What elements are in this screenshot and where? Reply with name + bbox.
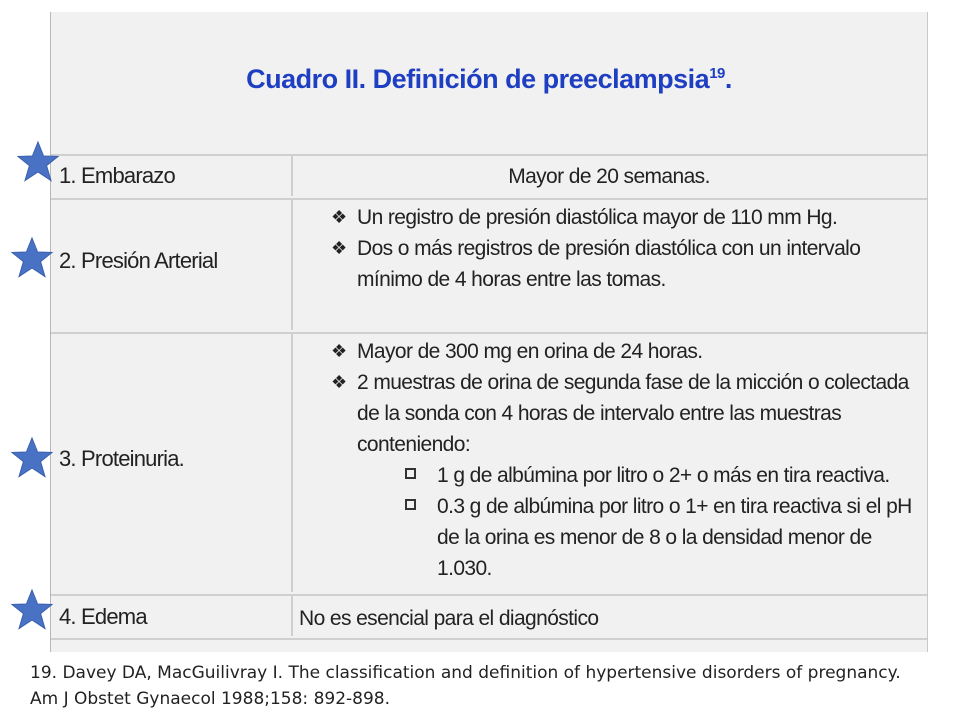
bullet-text: Dos o más registros de presión diastólica con un intervalo mínimo de 4 horas entre las tomas.	[357, 237, 861, 291]
row-label: 3. Proteinuria.	[59, 446, 184, 471]
row-label: 2. Presión Arterial	[59, 248, 218, 273]
list-item	[301, 233, 917, 295]
star-icon	[10, 588, 54, 632]
bullet-text: Mayor de 300 mg en orina de 24 horas.	[357, 340, 703, 363]
table-title	[51, 64, 927, 95]
title-period: .	[724, 64, 732, 94]
star-icon	[16, 140, 60, 184]
bullet-text: Un registro de presión diastólica mayor de 110 mm Hg.	[357, 206, 838, 229]
sub-bullet-text: 0.3 g de albúmina por litro o 1+ en tira reactiva si el pH de la orina es menor de 8 o la densidad menor de 1.030.	[437, 495, 912, 580]
list-item	[301, 460, 917, 491]
row-value: Mayor de 20 semanas.	[508, 165, 710, 188]
row-content	[301, 336, 917, 584]
table-image	[50, 12, 928, 652]
square-bullet-icon	[405, 499, 416, 510]
list-item	[301, 367, 917, 460]
table-row-proteinuria	[51, 332, 927, 594]
list-item	[301, 491, 917, 584]
list-item	[301, 202, 917, 233]
table-title-text: Cuadro II. Definición de preeclampsia	[246, 64, 710, 94]
list-item	[301, 336, 917, 367]
row-value: No es esencial para el diagnóstico	[299, 607, 599, 630]
row-label: 1. Embarazo	[59, 163, 175, 188]
row-content	[301, 202, 917, 295]
table-row-embarazo	[51, 154, 927, 198]
square-bullet-icon	[405, 468, 416, 479]
diamond-bullet-icon: ❖	[331, 372, 347, 392]
star-icon	[10, 236, 54, 280]
reference-citation: 19. Davey DA, MacGuilivray I. The classification and definition of hypertensive disorders of pregnancy. Am J Obstet Gynaecol 1988;158: 892-898.	[30, 663, 901, 709]
bullet-text: 2 muestras de orina de segunda fase de la micción o colectada de la sonda con 4 horas de intervalo entre las muestras conteniendo:	[357, 371, 909, 456]
diamond-bullet-icon: ❖	[331, 238, 347, 258]
title-reference-number: 19	[709, 65, 725, 82]
table-row-edema	[51, 594, 927, 640]
diamond-bullet-icon: ❖	[331, 207, 347, 227]
star-icon	[10, 436, 54, 480]
table-row-presion-arterial	[51, 198, 927, 332]
diamond-bullet-icon: ❖	[331, 341, 347, 361]
row-label: 4. Edema	[59, 604, 147, 629]
sub-bullet-text: 1 g de albúmina por litro o 2+ o más en tira reactiva.	[437, 464, 890, 487]
